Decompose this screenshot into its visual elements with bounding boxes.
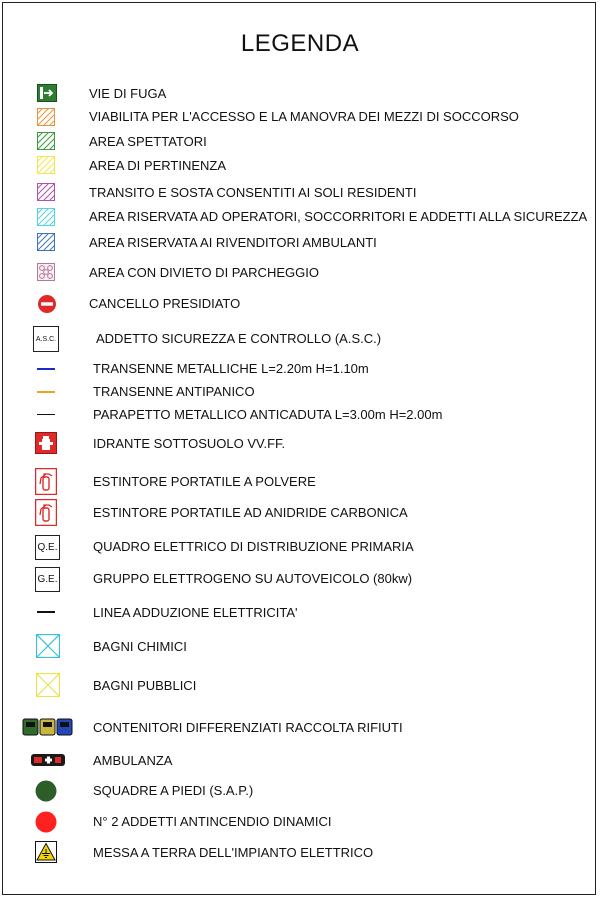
yellow-hatch-swatch xyxy=(37,156,55,174)
legend-row-fall-parapet xyxy=(0,406,600,424)
legend-label: ESTINTORE PORTATILE A POLVERE xyxy=(93,474,316,489)
waste-bins-icon xyxy=(22,717,74,737)
legend-row-guarded-gate xyxy=(0,294,600,314)
legend-label: BAGNI CHIMICI xyxy=(93,639,187,654)
legend-label: ADDETTO SICUREZZA E CONTROLLO (A.S.C.) xyxy=(96,331,382,346)
legend-row-pertinence-area xyxy=(0,156,600,176)
legend-row-operators-area xyxy=(0,208,600,228)
cyan-hatch-swatch xyxy=(37,208,55,226)
legend-row-residents-only xyxy=(0,183,600,203)
legend-label: AMBULANZA xyxy=(93,753,173,768)
legend-label: PARAPETTO METALLICO ANTICADUTA L=3.00m H=2.00m xyxy=(93,407,443,422)
legend-row-earthing xyxy=(0,841,600,865)
legend-label: MESSA A TERRA DELL'IMPIANTO ELETTRICO xyxy=(93,845,374,860)
legend-row-ambulance xyxy=(0,753,600,771)
exit-arrow-icon xyxy=(37,84,57,102)
legend-label: GRUPPO ELETTROGENO SU AUTOVEICOLO (80kw) xyxy=(93,571,413,586)
legend-label: AREA RISERVATA AI RIVENDITORI AMBULANTI xyxy=(89,235,377,250)
legend-row-metal-barriers xyxy=(0,360,600,378)
orange-line-icon xyxy=(37,391,55,393)
ambulance-icon xyxy=(30,753,66,767)
legend-label: VIE DI FUGA xyxy=(89,86,167,101)
legend-row-fire-staff xyxy=(0,811,600,833)
legend-label: N° 2 ADDETTI ANTINCENDIO DINAMICI xyxy=(93,814,332,829)
ge-box-icon: G.E. xyxy=(35,567,60,592)
extinguisher-co2-icon xyxy=(35,499,57,526)
legend-row-escape-routes xyxy=(0,84,600,104)
legend-label: ESTINTORE PORTATILE AD ANIDRIDE CARBONICA xyxy=(93,505,408,520)
green-hatch-swatch xyxy=(37,132,55,150)
green-dot-icon xyxy=(35,780,57,802)
no-entry-icon xyxy=(37,294,57,314)
legend-row-extinguisher-powder xyxy=(0,468,600,496)
legend-label: TRANSITO E SOSTA CONSENTITI AI SOLI RESIDENTI xyxy=(89,185,417,200)
legend-row-extinguisher-co2 xyxy=(0,499,600,527)
extinguisher-powder-icon xyxy=(35,468,57,495)
earthing-icon xyxy=(35,841,57,863)
blue-hatch-swatch xyxy=(37,233,55,251)
legend-label: CANCELLO PRESIDIATO xyxy=(89,296,241,311)
orange-hatch-swatch xyxy=(37,108,55,126)
legend-label: CONTENITORI DIFFERENZIATI RACCOLTA RIFIUTI xyxy=(93,720,403,735)
legend-row-asc xyxy=(0,326,600,354)
legend-label: TRANSENNE ANTIPANICO xyxy=(93,384,255,399)
legend-row-foot-squads xyxy=(0,780,600,802)
legend-label: VIABILITA PER L'ACCESSO E LA MANOVRA DEI MEZZI DI SOCCORSO xyxy=(89,109,519,124)
legend-label: AREA SPETTATORI xyxy=(89,134,207,149)
black-line-icon xyxy=(37,414,55,415)
blue-line-icon xyxy=(37,368,55,370)
legend-row-emergency-access xyxy=(0,108,600,128)
legend-row-hydrant xyxy=(0,432,600,456)
power-line-icon xyxy=(37,611,55,613)
legend-label: AREA CON DIVIETO DI PARCHEGGIO xyxy=(89,265,319,280)
no-parking-pattern-icon xyxy=(37,263,55,281)
legend-row-spectator-area xyxy=(0,132,600,152)
legend-row-electrical-panel xyxy=(0,535,600,561)
legend-row-chemical-toilets xyxy=(0,634,600,660)
legend-label: AREA RISERVATA AD OPERATORI, SOCCORRITORI E ADDETTI ALLA SICUREZZA xyxy=(89,209,588,224)
legend-label: LINEA ADDUZIONE ELETTRICITA' xyxy=(93,605,298,620)
legend-label: IDRANTE SOTTOSUOLO VV.FF. xyxy=(93,436,286,451)
legend-label: BAGNI PUBBLICI xyxy=(93,678,197,693)
legend-label: SQUADRE A PIEDI (S.A.P.) xyxy=(93,783,254,798)
legend-title: LEGENDA xyxy=(240,30,360,57)
red-dot-icon xyxy=(35,811,57,833)
legend-row-waste-bins xyxy=(0,717,600,739)
qe-box-icon: Q.E. xyxy=(35,535,60,560)
legend-row-generator xyxy=(0,567,600,593)
chemical-toilet-icon xyxy=(36,634,60,658)
hydrant-icon xyxy=(35,432,57,454)
legend-row-vendors-area xyxy=(0,233,600,253)
legend-row-power-line xyxy=(0,604,600,622)
legend-row-public-toilets xyxy=(0,673,600,699)
legend-row-no-parking xyxy=(0,263,600,283)
legend-row-antipanic-barriers xyxy=(0,383,600,401)
legend-label: TRANSENNE METALLICHE L=2.20m H=1.10m xyxy=(93,361,369,376)
public-toilet-icon xyxy=(36,673,60,697)
purple-hatch-swatch xyxy=(37,183,55,201)
legend-label: AREA DI PERTINENZA xyxy=(89,158,227,173)
legend-label: QUADRO ELETTRICO DI DISTRIBUZIONE PRIMARIA xyxy=(93,539,414,554)
asc-box-icon: A.S.C. xyxy=(33,326,59,352)
